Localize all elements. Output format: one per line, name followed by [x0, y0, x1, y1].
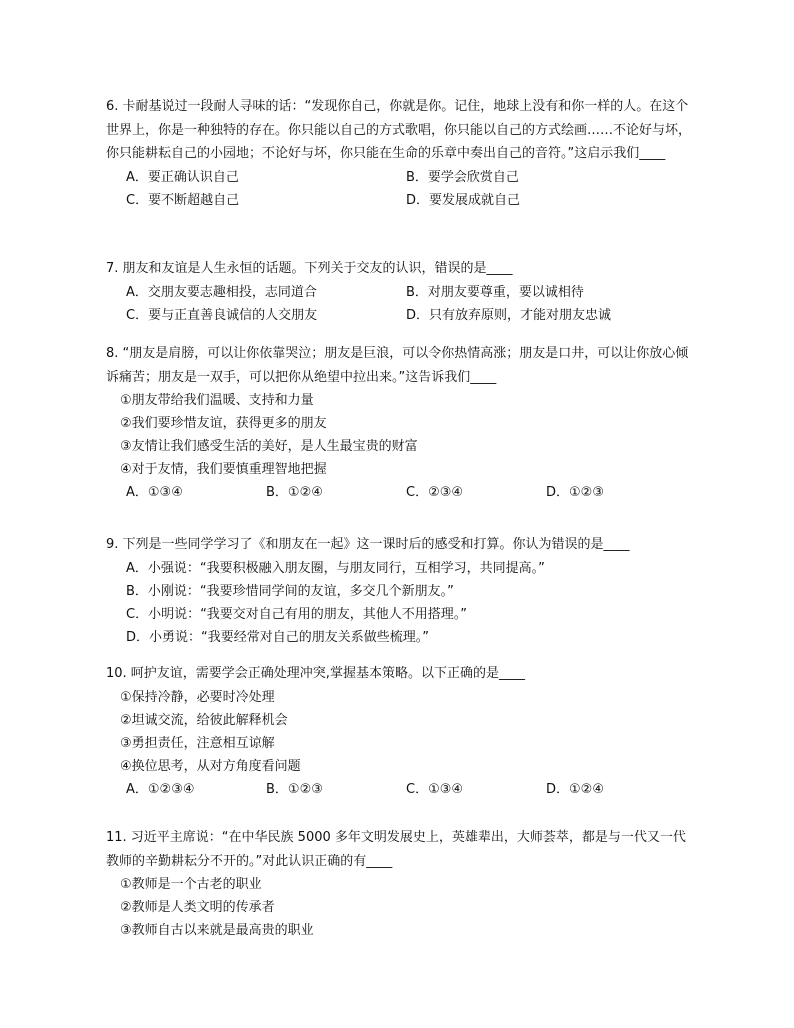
question-6-options-row-1	[106, 166, 696, 189]
question-6-option-b[interactable]: B．要学会欣赏自己	[406, 169, 519, 185]
question-9-option-c[interactable]: C．小明说：“我要交对自己有用的朋友，其他人不用搭理。”	[126, 606, 468, 622]
question-10-statement-1: ①保持冷静，必要时冷处理	[120, 689, 275, 705]
question-7-options-row-1	[106, 281, 696, 304]
question-8-options	[106, 481, 696, 504]
question-11-stem: 11. 习近平主席说：“在中华民族 5000 多年文明发展史上，英雄辈出，大师荟萃，都是与一代又一代教师的辛勤耕耘分不开的。”对此认识正确的有____	[106, 830, 686, 869]
question-8-option-a[interactable]: A．①③④	[126, 485, 183, 500]
question-10-option-d[interactable]: D．①②④	[546, 781, 604, 797]
question-8-statement-3: ③友情让我们感受生活的美好，是人生最宝贵的财富	[120, 439, 418, 454]
question-7-options-row-2	[106, 304, 696, 327]
question-11-statement-3: ③教师自古以来就是最高贵的职业	[120, 923, 314, 938]
question-6-options-row-2	[106, 189, 696, 212]
question-6-option-d[interactable]: D．要发展成就自己	[406, 192, 521, 208]
question-8-statement-1: ①朋友带给我们温暖、支持和力量	[120, 393, 314, 408]
question-8-option-c[interactable]: C．②③④	[406, 485, 464, 500]
question-10-statement-3: ③勇担责任，注意相互谅解	[120, 735, 275, 751]
question-7	[106, 257, 696, 327]
question-10-option-c[interactable]: C．①③④	[406, 781, 464, 797]
question-9	[106, 533, 696, 649]
question-7-option-c[interactable]: C．要与正直善良诚信的人交朋友	[126, 307, 318, 323]
question-6	[106, 95, 696, 212]
question-6-option-c[interactable]: C．要不断超越自己	[126, 192, 240, 208]
question-10-option-b[interactable]: B．①②③	[266, 781, 323, 797]
question-7-option-d[interactable]: D．只有放弃原则，才能对朋友忠诚	[406, 307, 612, 323]
question-6-stem: 6. 卡耐基说过一段耐人寻味的话：“发现你自己，你就是你。记住，地球上没有和你一样的人。在这个世界上，你是一种独特的存在。你只能以自己的方式歌唱，你只能以自己的方式绘画……不论好与坏，你只能耕耘自己的小园地；不论好与坏，你只能在生命的乐章中奏出自己的音符。”这启示我们____	[106, 99, 692, 161]
question-10-statement-2: ②坦诚交流，给彼此解释机会	[120, 712, 288, 728]
question-7-option-b[interactable]: B．对朋友要尊重，要以诚相待	[406, 284, 584, 300]
question-10	[106, 662, 696, 801]
question-9-option-a[interactable]: A．小强说：“我要积极融入朋友圈，与朋友同行，互相学习，共同提高。”	[126, 560, 545, 576]
question-7-stem: 7. 朋友和友谊是人生永恒的话题。下列关于交友的认识，错误的是____	[106, 261, 513, 276]
question-10-statement-4: ④换位思考，从对方角度看问题	[120, 758, 301, 774]
question-6-option-a[interactable]: A．要正确认识自己	[126, 169, 239, 185]
question-8	[106, 342, 696, 504]
question-8-statement-4: ④对于友情，我们要慎重理智地把握	[120, 462, 327, 477]
question-9-option-d[interactable]: D．小勇说：“我要经常对自己的朋友关系做些梳理。”	[126, 629, 429, 645]
question-8-option-b[interactable]: B．①②④	[266, 485, 323, 500]
question-10-option-a[interactable]: A．①②③④	[126, 781, 195, 797]
question-8-option-d[interactable]: D．①②③	[546, 485, 604, 500]
question-9-option-b[interactable]: B．小刚说：“我要珍惜同学间的友谊，多交几个新朋友。”	[126, 583, 454, 599]
question-11	[106, 826, 696, 942]
question-10-stem: 10. 呵护友谊，需要学会正确处理冲突,掌握基本策略。以下正确的是____	[106, 666, 525, 681]
question-10-options	[106, 778, 696, 801]
question-8-statement-2: ②我们要珍惜友谊，获得更多的朋友	[120, 416, 327, 431]
question-11-statement-2: ②教师是人类文明的传承者	[120, 900, 275, 915]
question-11-statement-1: ①教师是一个古老的职业	[120, 877, 262, 892]
question-9-stem: 9. 下列是一些同学学习了《和朋友在一起》这一课时后的感受和打算。你认为错误的是____	[106, 537, 630, 552]
question-7-option-a[interactable]: A．交朋友要志趣相投，志同道合	[126, 284, 317, 300]
question-8-stem: 8. “朋友是肩膀，可以让你依靠哭泣；朋友是巨浪，可以令你热情高涨；朋友是口井，可以让你放心倾诉痛苦；朋友是一双手，可以把你从绝望中拉出来。”这告诉我们____	[106, 346, 689, 385]
